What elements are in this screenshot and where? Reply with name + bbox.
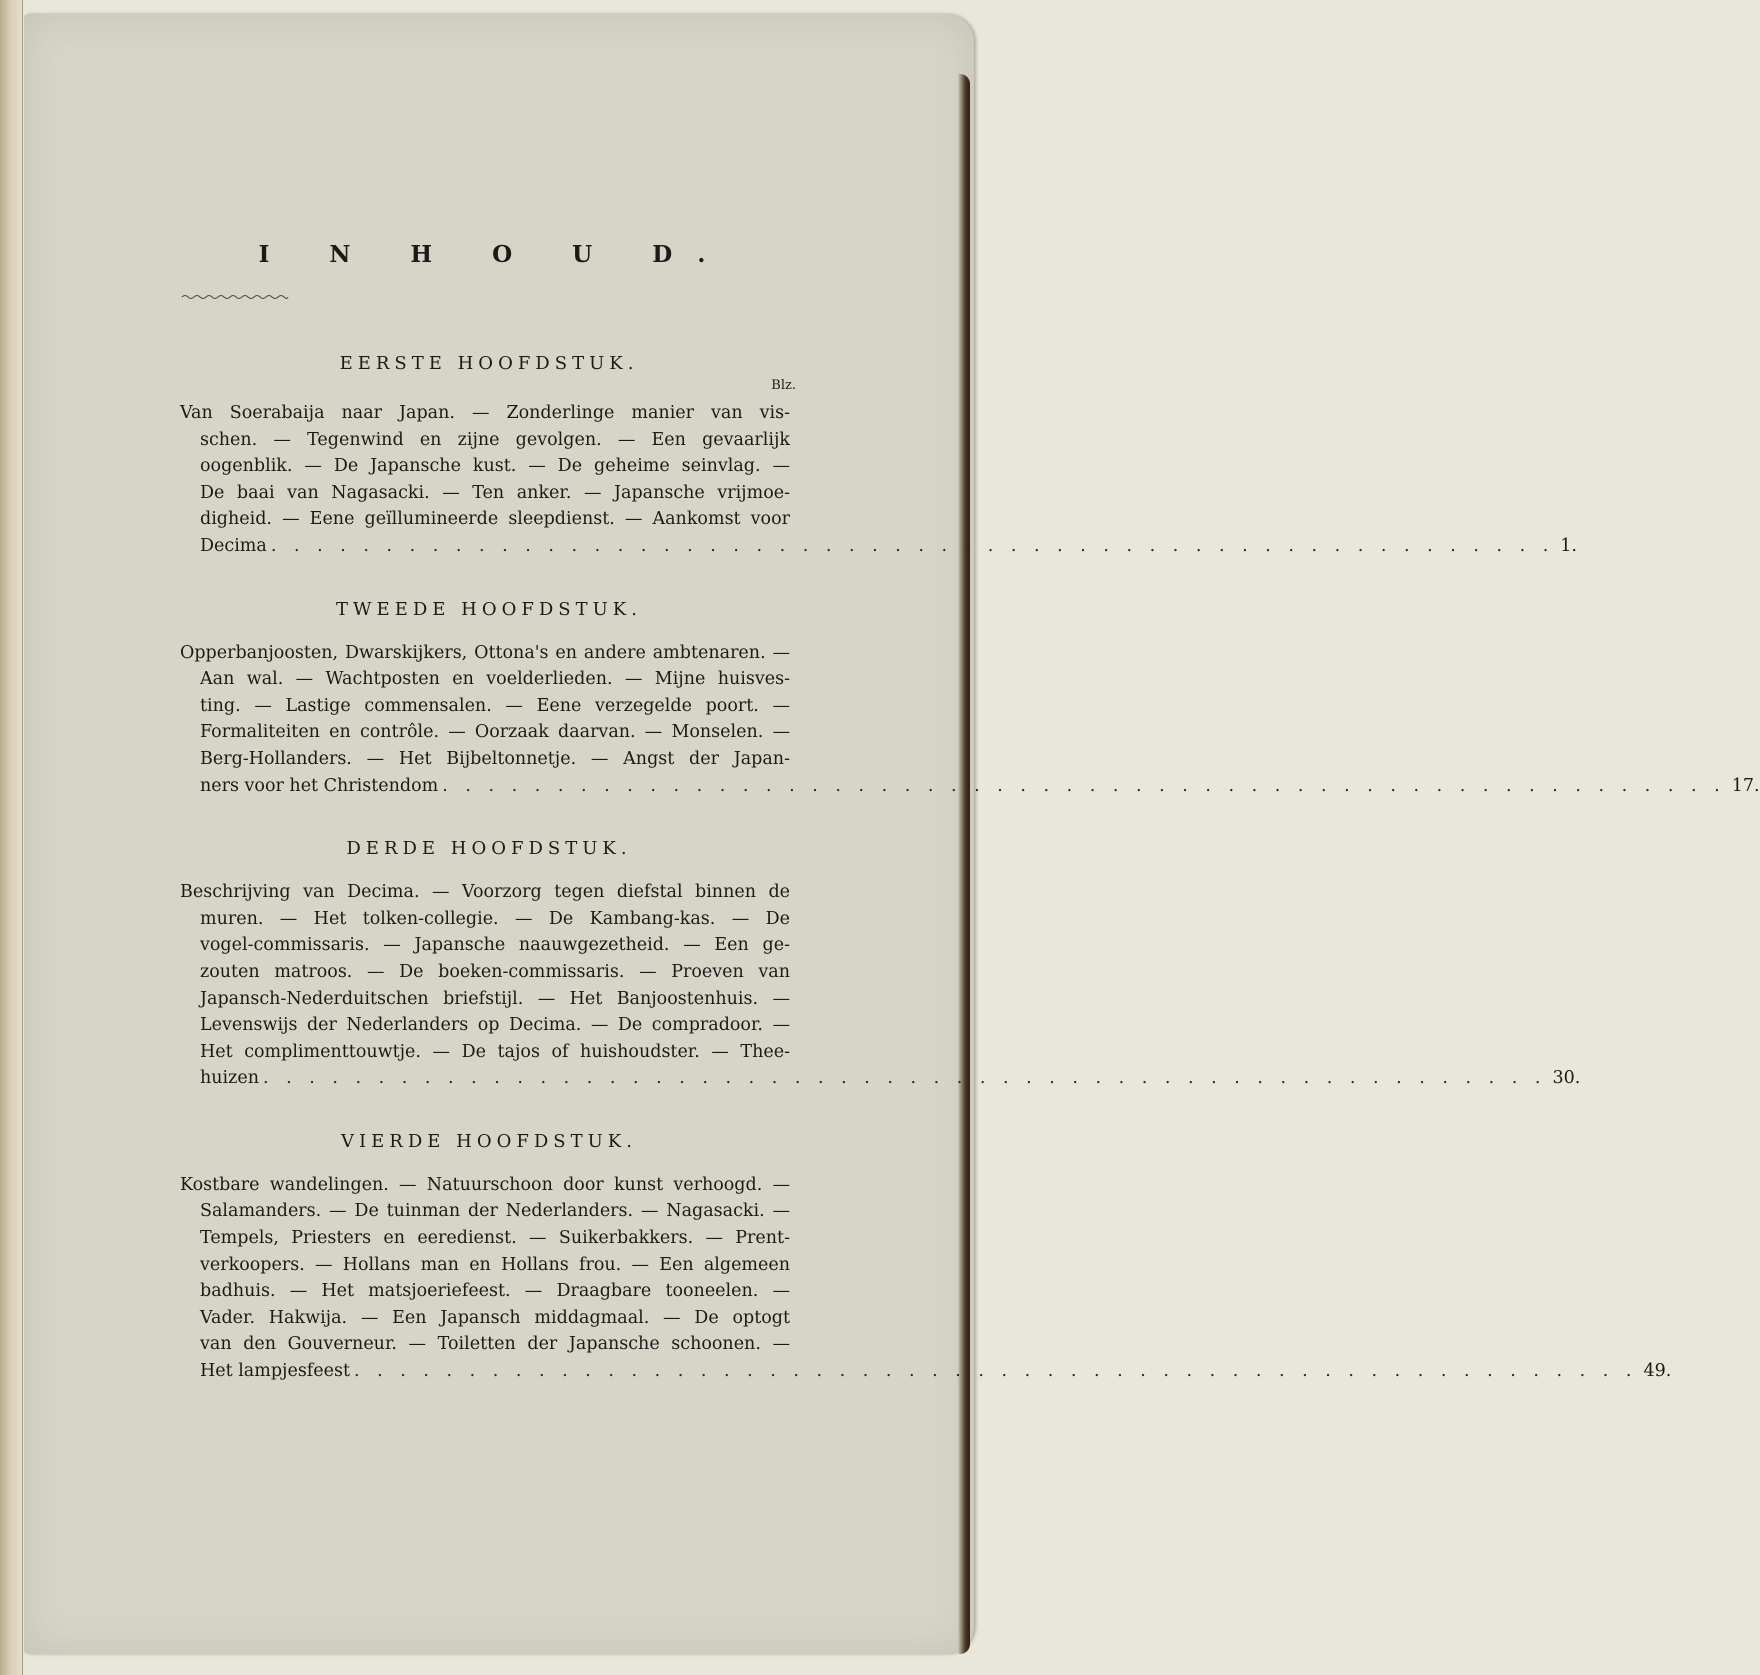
dot-leader: . . . . . . . . . . . . . . . . . . . . . . . . . . . . . . . . . . . . . . . . . . . . . . . . . . . . . . . . bbox=[354, 1361, 1638, 1382]
chapter-entry bbox=[180, 598, 1760, 800]
summary-line-final: Decima bbox=[200, 535, 267, 556]
summary-line: Het complimenttouwtje. — De tajos of huishoudster. — Thee- bbox=[200, 1041, 790, 1062]
page-title: I N H O U D. bbox=[258, 241, 732, 268]
table-of-contents bbox=[180, 240, 1760, 1385]
summary-line: van den Gouverneur. — Toiletten der Japansche schoonen. — bbox=[200, 1334, 790, 1355]
title-ornament bbox=[180, 292, 290, 302]
chapter-summary bbox=[180, 879, 1581, 1092]
summary-line-final: huizen bbox=[200, 1068, 259, 1089]
summary-line-final: ners voor het Christendom bbox=[200, 775, 439, 796]
summary-line: verkoopers. — Hollans man en Hollans frou. — Een algemeen bbox=[200, 1254, 790, 1275]
summary-line: zouten matroos. — De boeken-commissaris. — Proeven van bbox=[200, 961, 790, 982]
page-number: 49. bbox=[1643, 1361, 1672, 1382]
chapter-summary bbox=[180, 400, 1577, 560]
summary-line: Levenswijs der Nederlanders op Decima. — De compradoor. — bbox=[200, 1015, 790, 1036]
summary-line: schen. — Tegenwind en zijne gevolgen. — Een gevaarlijk bbox=[200, 429, 790, 450]
summary-line: badhuis. — Het matsjoeriefeest. — Draagbare tooneelen. — bbox=[200, 1281, 790, 1302]
page-edge bbox=[958, 74, 970, 1654]
summary-line: oogenblik. — De Japansche kust. — De geheime seinvlag. — bbox=[200, 456, 790, 477]
summary-last-line bbox=[180, 533, 1577, 560]
summary-line: Beschrijving van Decima. — Voorzorg tegen diefstal binnen de bbox=[180, 882, 790, 903]
summary-line: Japansch-Nederduitschen briefstijl. — Het Banjoostenhuis. — bbox=[200, 988, 790, 1009]
summary-last-line bbox=[180, 1358, 1672, 1385]
chapter-entry bbox=[180, 352, 1577, 560]
summary-line: Formaliteiten en contrôle. — Oorzaak daarvan. — Monselen. — bbox=[200, 722, 790, 743]
chapter-heading: DERDE HOOFDSTUK. bbox=[346, 838, 632, 860]
summary-line: Opperbanjoosten, Dwarskijkers, Ottona's en andere ambtenaren. — bbox=[180, 642, 790, 663]
summary-line: vogel-commissaris. — Japansche naauwgezetheid. — Een ge- bbox=[200, 935, 790, 956]
summary-last-line bbox=[180, 1065, 1581, 1092]
page-column-label: Blz. bbox=[771, 378, 796, 393]
chapter-heading: EERSTE HOOFDSTUK. bbox=[339, 353, 639, 374]
summary-line-final: Het lampjesfeest bbox=[200, 1361, 351, 1382]
chapter-list bbox=[180, 352, 1760, 1385]
page-number: 1. bbox=[1560, 535, 1577, 556]
summary-line: Aan wal. — Wachtposten en voelderlieden. — Mijne huisves- bbox=[200, 669, 790, 690]
summary-line: Vader. Hakwija. — Een Japansch middagmaal. — De optogt bbox=[200, 1307, 790, 1328]
chapter-summary bbox=[180, 1172, 1672, 1385]
summary-line: Van Soerabaija naar Japan. — Zonderlinge manier van vis- bbox=[180, 403, 790, 423]
summary-line: muren. — Het tolken-collegie. — De Kambang-kas. — De bbox=[200, 908, 790, 929]
summary-line: ting. — Lastige commensalen. — Eene verzegelde poort. — bbox=[200, 695, 790, 716]
chapter-heading: VIERDE HOOFDSTUK. bbox=[341, 1130, 637, 1152]
dot-leader: . . . . . . . . . . . . . . . . . . . . . . . . . . . . . . . . . . . . . . . . . . . . . . . . . . . . . . . . bbox=[263, 1068, 1547, 1089]
book-spine-edge bbox=[0, 0, 23, 1675]
summary-line: digheid. — Eene geïllumineerde sleepdienst. — Aankomst voor bbox=[200, 509, 790, 530]
dot-leader: . . . . . . . . . . . . . . . . . . . . . . . . . . . . . . . . . . . . . . . . . . . . . . . . . . . . . . . . bbox=[442, 775, 1726, 796]
dot-leader: . . . . . . . . . . . . . . . . . . . . . . . . . . . . . . . . . . . . . . . . . . . . . . . . . . . . . . . . bbox=[270, 535, 1555, 556]
summary-line: De baai van Nagasacki. — Ten anker. — Japansche vrijmoe- bbox=[200, 482, 790, 503]
chapter-entry bbox=[180, 837, 1581, 1092]
page-number: 30. bbox=[1552, 1068, 1581, 1089]
summary-line: Berg-Hollanders. — Het Bijbeltonnetje. — Angst der Japan- bbox=[200, 748, 790, 769]
summary-line: Salamanders. — De tuinman der Nederlanders. — Nagasacki. — bbox=[200, 1201, 790, 1222]
chapter-entry bbox=[180, 1130, 1672, 1385]
chapter-summary bbox=[180, 640, 1760, 800]
summary-last-line bbox=[180, 773, 1760, 800]
chapter-heading: TWEEDE HOOFDSTUK. bbox=[336, 598, 642, 620]
summary-line: Tempels, Priesters en eeredienst. — Suikerbakkers. — Prent- bbox=[200, 1228, 790, 1249]
summary-line: Kostbare wandelingen. — Natuurschoon door kunst verhoogd. — bbox=[180, 1174, 790, 1195]
page-number: 17. bbox=[1731, 775, 1760, 796]
